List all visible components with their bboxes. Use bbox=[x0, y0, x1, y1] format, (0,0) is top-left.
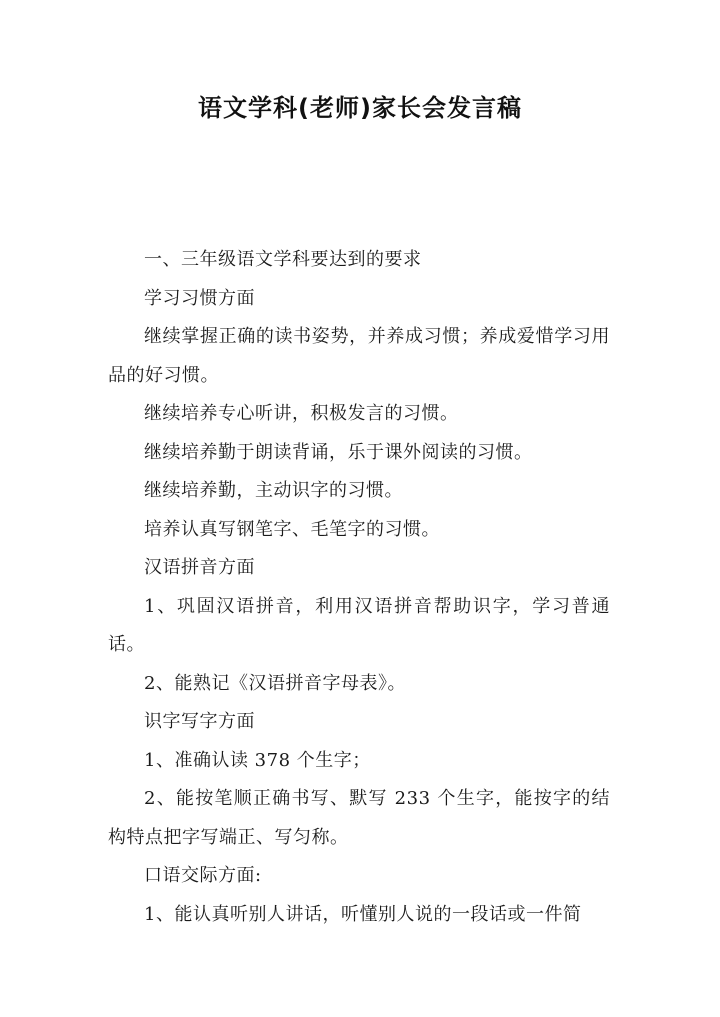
paragraph: 培养认真写钢笔字、毛笔字的习惯。 bbox=[144, 518, 440, 540]
document-body bbox=[108, 241, 610, 934]
paragraph: 继续掌握正确的读书姿势，并养成习惯；养成爱惜学习用品的好习惯。 bbox=[108, 326, 610, 386]
subheading-pinyin: 汉语拼音方面 bbox=[144, 557, 255, 578]
subheading-oral-communication: 口语交际方面: bbox=[144, 865, 262, 886]
document-title: 语文学科(老师)家长会发言稿 bbox=[198, 94, 522, 122]
section-heading-requirements: 一、三年级语文学科要达到的要求 bbox=[144, 249, 422, 270]
subheading-literacy-writing: 识字写字方面 bbox=[144, 711, 255, 732]
paragraph: 继续培养勤于朗读背诵，乐于课外阅读的习惯。 bbox=[144, 441, 533, 463]
paragraph: 1、巩固汉语拼音，利用汉语拼音帮助识字，学习普通话。 bbox=[108, 595, 610, 655]
subheading-study-habits: 学习习惯方面 bbox=[144, 287, 255, 309]
paragraph: 2、能熟记《汉语拼音字母表》。 bbox=[144, 672, 406, 694]
paragraph: 1、能认真听别人讲话，听懂别人说的一段话或一件简 bbox=[144, 903, 582, 925]
paragraph: 2、能按笔顺正确书写、默写 233 个生字，能按字的结构特点把字写端正、写匀称。 bbox=[108, 788, 610, 848]
paragraph: 继续培养勤，主动识字的习惯。 bbox=[144, 480, 403, 501]
paragraph: 1、准确认读 378 个生字； bbox=[144, 749, 371, 771]
paragraph: 继续培养专心听讲，积极发言的习惯。 bbox=[144, 403, 459, 424]
